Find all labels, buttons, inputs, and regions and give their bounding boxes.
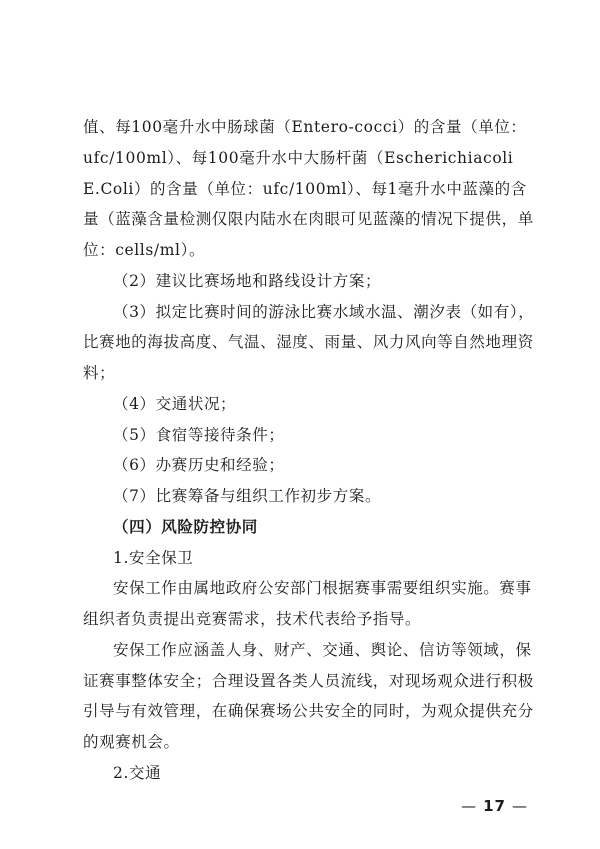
- paragraph-line: 引导与有效管理，在确保赛场公共安全的同时，为观众提供充分: [83, 702, 534, 720]
- list-item: （2）建议比赛场地和路线设计方案；: [113, 272, 382, 290]
- list-item: （3）拟定比赛时间的游泳比赛水域水温、潮汐表（如有），: [113, 303, 535, 321]
- paragraph-line: 料；: [83, 364, 116, 382]
- paragraph-line: 证赛事整体安全；合理设置各类人员流线，对现场观众进行积极: [83, 672, 534, 690]
- footer-dash-right: —: [512, 797, 528, 815]
- paragraph-line: 量（蓝藻含量检测仅限内陆水在肉眼可见蓝藻的情况下提供，单: [83, 210, 534, 228]
- page-footer: [461, 797, 528, 815]
- footer-dash-left: —: [461, 797, 478, 815]
- list-item: （7）比赛筹备与组织工作初步方案。: [113, 487, 382, 505]
- paragraph-line: 安保工作由属地政府公安部门根据赛事需要组织实施。赛事: [113, 579, 532, 597]
- paragraph-line: 组织者负责提出竞赛需求，技术代表给予指导。: [83, 610, 422, 628]
- section-heading: （四）风险防控协同: [113, 517, 258, 536]
- list-item: （6）办赛历史和经验；: [113, 456, 285, 474]
- page-number: 17: [483, 797, 506, 815]
- paragraph-line: 比赛地的海拔高度、气温、湿度、雨量、风力风向等自然地理资: [83, 333, 534, 351]
- subsection-heading: 1.安全保卫: [113, 549, 194, 567]
- paragraph-line: ufc/100ml）、每100毫升水中大肠杆菌（Escherichiacoli: [83, 149, 514, 167]
- paragraph-line: E.Coli）的含量（单位：ufc/100ml）、每1毫升水中蓝藻的含: [83, 180, 527, 198]
- paragraph-line: 的观赛机会。: [83, 733, 180, 751]
- paragraph-line: 安保工作应涵盖人身、财产、交通、舆论、信访等领域，保: [113, 641, 532, 659]
- subsection-heading: 2.交通: [113, 764, 162, 782]
- paragraph-line: 值、每100毫升水中肠球菌（Entero-cocci）的含量（单位：: [83, 118, 527, 136]
- paragraph-line: 位：cells/ml）。: [83, 241, 206, 259]
- list-item: （4）交通状况；: [113, 395, 237, 413]
- list-item: （5）食宿等接待条件；: [113, 426, 285, 444]
